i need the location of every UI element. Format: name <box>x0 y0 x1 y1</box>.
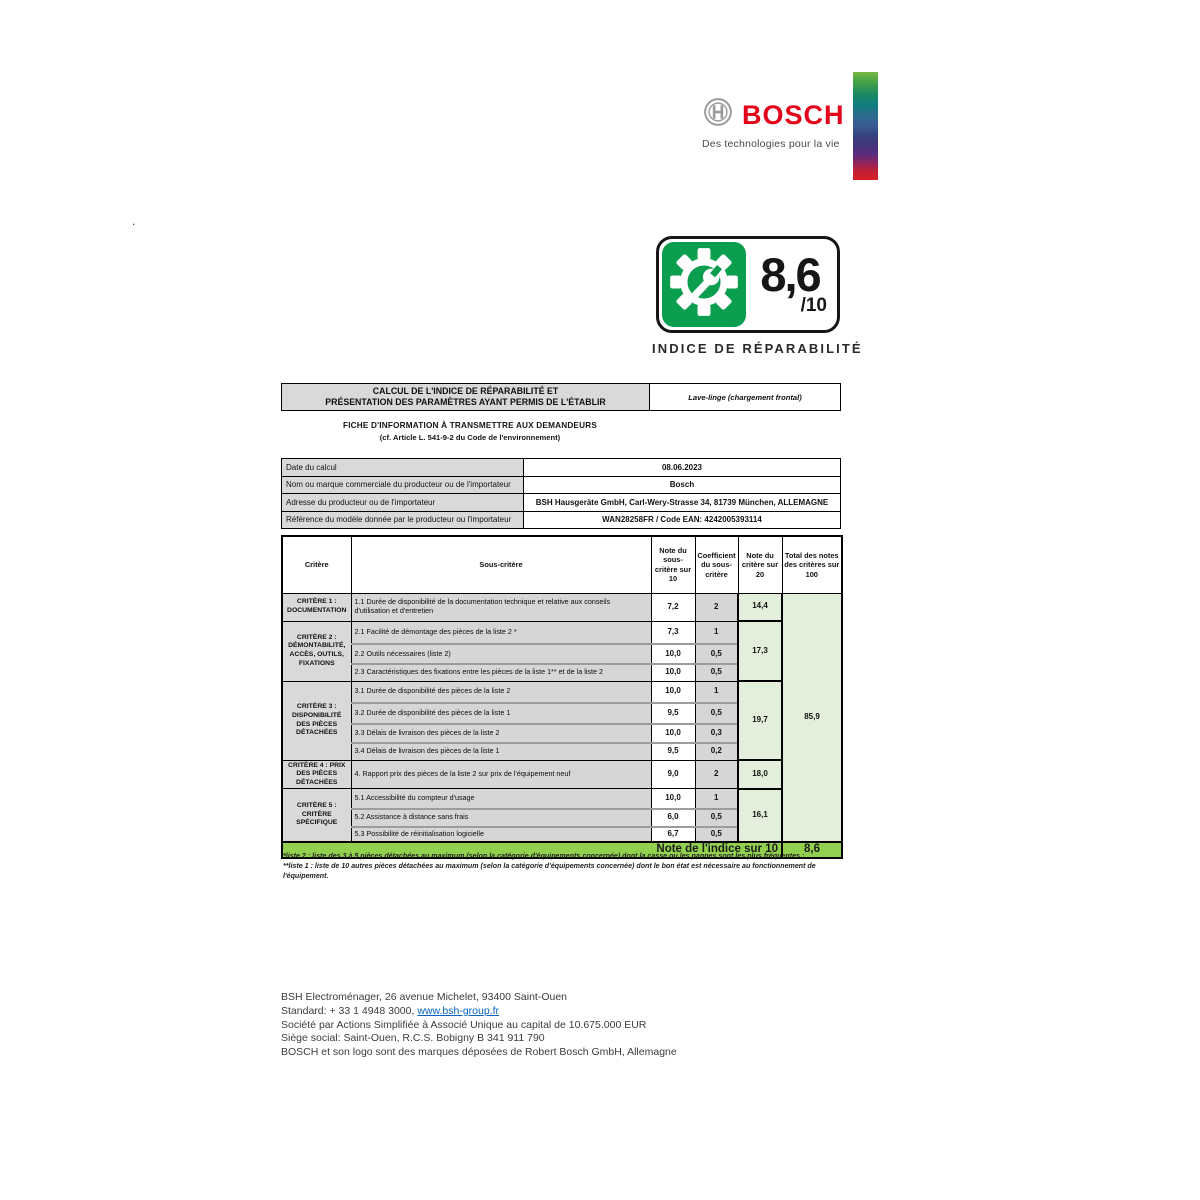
subcriterion-score: 7,3 <box>651 621 695 644</box>
subcriterion-label: 5.1 Accessibilité du compteur d'usage <box>351 789 651 809</box>
badge-score: 8,6 <box>760 247 820 301</box>
subcriterion-score: 7,2 <box>651 593 695 621</box>
subcriterion-label: 2.2 Outils nécessaires (liste 2) <box>351 644 651 664</box>
header-note-critere: Note du critère sur 20 <box>738 536 782 593</box>
criterion-4-note: 18,0 <box>738 760 782 789</box>
badge-denominator: /10 <box>800 294 827 316</box>
subcriterion-score: 10,0 <box>651 681 695 703</box>
table-row <box>282 789 842 809</box>
bosch-logo <box>702 96 852 150</box>
subcriterion-score: 10,0 <box>651 644 695 664</box>
info-label: Nom ou marque commerciale du producteur ou de l'importateur <box>282 476 524 494</box>
footer-company-form: Société par Actions Simplifiée à Associé Unique au capital de 10.675.000 EUR <box>281 1018 647 1031</box>
info-value: 08.06.2023 <box>524 459 841 477</box>
subcriterion-coefficient: 2 <box>695 593 738 621</box>
subcriterion-label: 2.3 Caractéristiques des fixations entre les pièces de la liste 1** et de la liste 2 <box>351 664 651 681</box>
subcriterion-coefficient: 1 <box>695 789 738 809</box>
header-sous-critere: Sous-critère <box>351 536 651 593</box>
info-row-brand <box>282 476 841 494</box>
bosch-supergraphic-stripe <box>853 72 878 180</box>
product-category: Lave-linge (chargement frontal) <box>650 383 841 411</box>
subcriterion-coefficient: 0,5 <box>695 703 738 724</box>
subcriterion-coefficient: 0,5 <box>695 827 738 842</box>
subcriterion-score: 6,0 <box>651 809 695 827</box>
criterion-2-note: 17,3 <box>738 621 782 681</box>
producer-info-table <box>281 458 841 529</box>
badge-label: INDICE DE RÉPARABILITÉ <box>652 341 863 356</box>
table-row <box>282 681 842 703</box>
criterion-1-label: CRITÈRE 1 : DOCUMENTATION <box>282 593 351 621</box>
subcriterion-score: 6,7 <box>651 827 695 842</box>
footer-contact: Standard: + 33 1 4948 3000, www.bsh-group.fr <box>281 1004 500 1017</box>
table-row <box>282 760 842 789</box>
subcriterion-coefficient: 0,2 <box>695 743 738 760</box>
bosch-armature-icon <box>702 96 734 133</box>
footnote-liste-2: *liste 2 : liste des 3 à 5 pièces détachées au maximum (selon la catégorie d'équipements concernée) dont la casse ou les pannes sont les plus fréquentes ; <box>283 852 805 860</box>
subcriterion-coefficient: 2 <box>695 760 738 789</box>
info-value: Bosch <box>524 476 841 494</box>
subcriterion-score: 9,5 <box>651 703 695 724</box>
subcriterion-label: 3.1 Durée de disponibilité des pièces de la liste 2 <box>351 681 651 703</box>
header-total: Total des notes des critères sur 100 <box>782 536 842 593</box>
subcriterion-label: 5.2 Assistance à distance sans frais <box>351 809 651 827</box>
info-row-date <box>282 459 841 477</box>
fiche-subtitle: FICHE D'INFORMATION À TRANSMETTRE AUX DEMANDEURS (cf. Article L. 541-9-2 du Code de l'environnement) <box>343 421 597 442</box>
subcriterion-coefficient: 0,5 <box>695 809 738 827</box>
subcriterion-label: 1.1 Durée de disponibilité de la documentation technique et relative aux conseils d'utilisation et d'entretien <box>351 593 651 621</box>
gear-wrench-icon <box>668 246 740 323</box>
subcriterion-label: 2.1 Facilité de démontage des pièces de la liste 2 * <box>351 621 651 644</box>
subcriterion-label: 3.3 Délais de livraison des pièces de la liste 2 <box>351 724 651 743</box>
subcriterion-coefficient: 0,3 <box>695 724 738 743</box>
subcriterion-coefficient: 1 <box>695 681 738 703</box>
repairability-badge <box>652 236 863 356</box>
criterion-2-label: CRITÈRE 2 : DÉMONTABILITÉ, ACCÈS, OUTILS, FIXATIONS <box>282 621 351 681</box>
final-score-value: 8,6 <box>782 842 842 858</box>
footer-registration: Siège social: Saint-Ouen, R.C.S. Bobigny B 341 911 790 <box>281 1032 545 1045</box>
total-over-100: 85,9 <box>782 593 842 842</box>
title-band <box>281 383 841 411</box>
info-label: Référence du modèle donnée par le producteur ou l'importateur <box>282 511 524 529</box>
bsh-group-link[interactable]: www.bsh-group.fr <box>417 1004 500 1017</box>
info-label: Adresse du producteur ou de l'importateur <box>282 494 524 512</box>
subcriterion-label: 3.4 Délais de livraison des pièces de la liste 1 <box>351 743 651 760</box>
header-note-sous-critere: Note du sous-critère sur 10 <box>651 536 695 593</box>
info-value: WAN28258FR / Code EAN: 4242005393114 <box>524 511 841 529</box>
info-label: Date du calcul <box>282 459 524 477</box>
subcriterion-score: 9,5 <box>651 743 695 760</box>
header-coefficient: Coefficient du sous-critère <box>695 536 738 593</box>
subcriterion-score: 10,0 <box>651 724 695 743</box>
footnotes <box>283 852 839 881</box>
company-footer <box>281 991 677 1060</box>
info-value: BSH Hausgeräte GmbH, Carl-Wery-Strasse 34, 81739 München, ALLEMAGNE <box>524 494 841 512</box>
subcriterion-label: 3.2 Durée de disponibilité des pièces de la liste 1 <box>351 703 651 724</box>
criterion-4-label: CRITÈRE 4 : PRIX DES PIÈCES DÉTACHÉES <box>282 760 351 789</box>
footer-address: BSH Electroménager, 26 avenue Michelet, 93400 Saint-Ouen <box>281 991 568 1003</box>
final-score-label: Note de l'indice sur 10 <box>282 842 782 858</box>
criterion-3-label: CRITÈRE 3 : DISPONIBILITÉ DES PIÈCES DÉTACHÉES <box>282 681 351 760</box>
table-header-row <box>282 536 842 593</box>
subcriterion-coefficient: 0,5 <box>695 664 738 681</box>
footnote-liste-1: **liste 1 : liste de 10 autres pièces détachées au maximum (selon la catégorie d'équipements concernée) dont le bon état est nécessaire au fonctionnement de l'équipement. <box>283 861 816 880</box>
bosch-tagline: Des technologies pour la vie <box>702 138 840 150</box>
subcriterion-score: 9,0 <box>651 760 695 789</box>
criterion-5-label: CRITÈRE 5 : CRITÈRE SPÉCIFIQUE <box>282 789 351 842</box>
criteria-table <box>281 535 843 859</box>
info-row-model <box>282 511 841 529</box>
badge-green-panel <box>662 242 746 327</box>
subcriterion-coefficient: 0,5 <box>695 644 738 664</box>
subcriterion-coefficient: 1 <box>695 621 738 644</box>
subcriterion-label: 5.3 Possibilité de réinitialisation logicielle <box>351 827 651 842</box>
header-critere: Critère <box>282 536 351 593</box>
stray-scan-dot: . <box>132 214 136 228</box>
criterion-1-note: 14,4 <box>738 593 782 621</box>
table-row <box>282 593 842 621</box>
subcriterion-label: 4. Rapport prix des pièces de la liste 2 sur prix de l'équipement neuf <box>351 760 651 789</box>
subcriterion-score: 10,0 <box>651 664 695 681</box>
criterion-3-note: 19,7 <box>738 681 782 760</box>
info-row-address <box>282 494 841 512</box>
criterion-5-note: 16,1 <box>738 789 782 842</box>
footer-trademark: BOSCH et son logo sont des marques déposées de Robert Bosch GmbH, Allemagne <box>281 1046 677 1059</box>
calc-title: CALCUL DE L'INDICE DE RÉPARABILITÉ ET PRÉSENTATION DES PARAMÈTRES AYANT PERMIS DE L'ÉTABLIR <box>281 383 650 411</box>
table-row <box>282 621 842 644</box>
subcriterion-score: 10,0 <box>651 789 695 809</box>
bosch-wordmark: BOSCH <box>742 99 845 130</box>
